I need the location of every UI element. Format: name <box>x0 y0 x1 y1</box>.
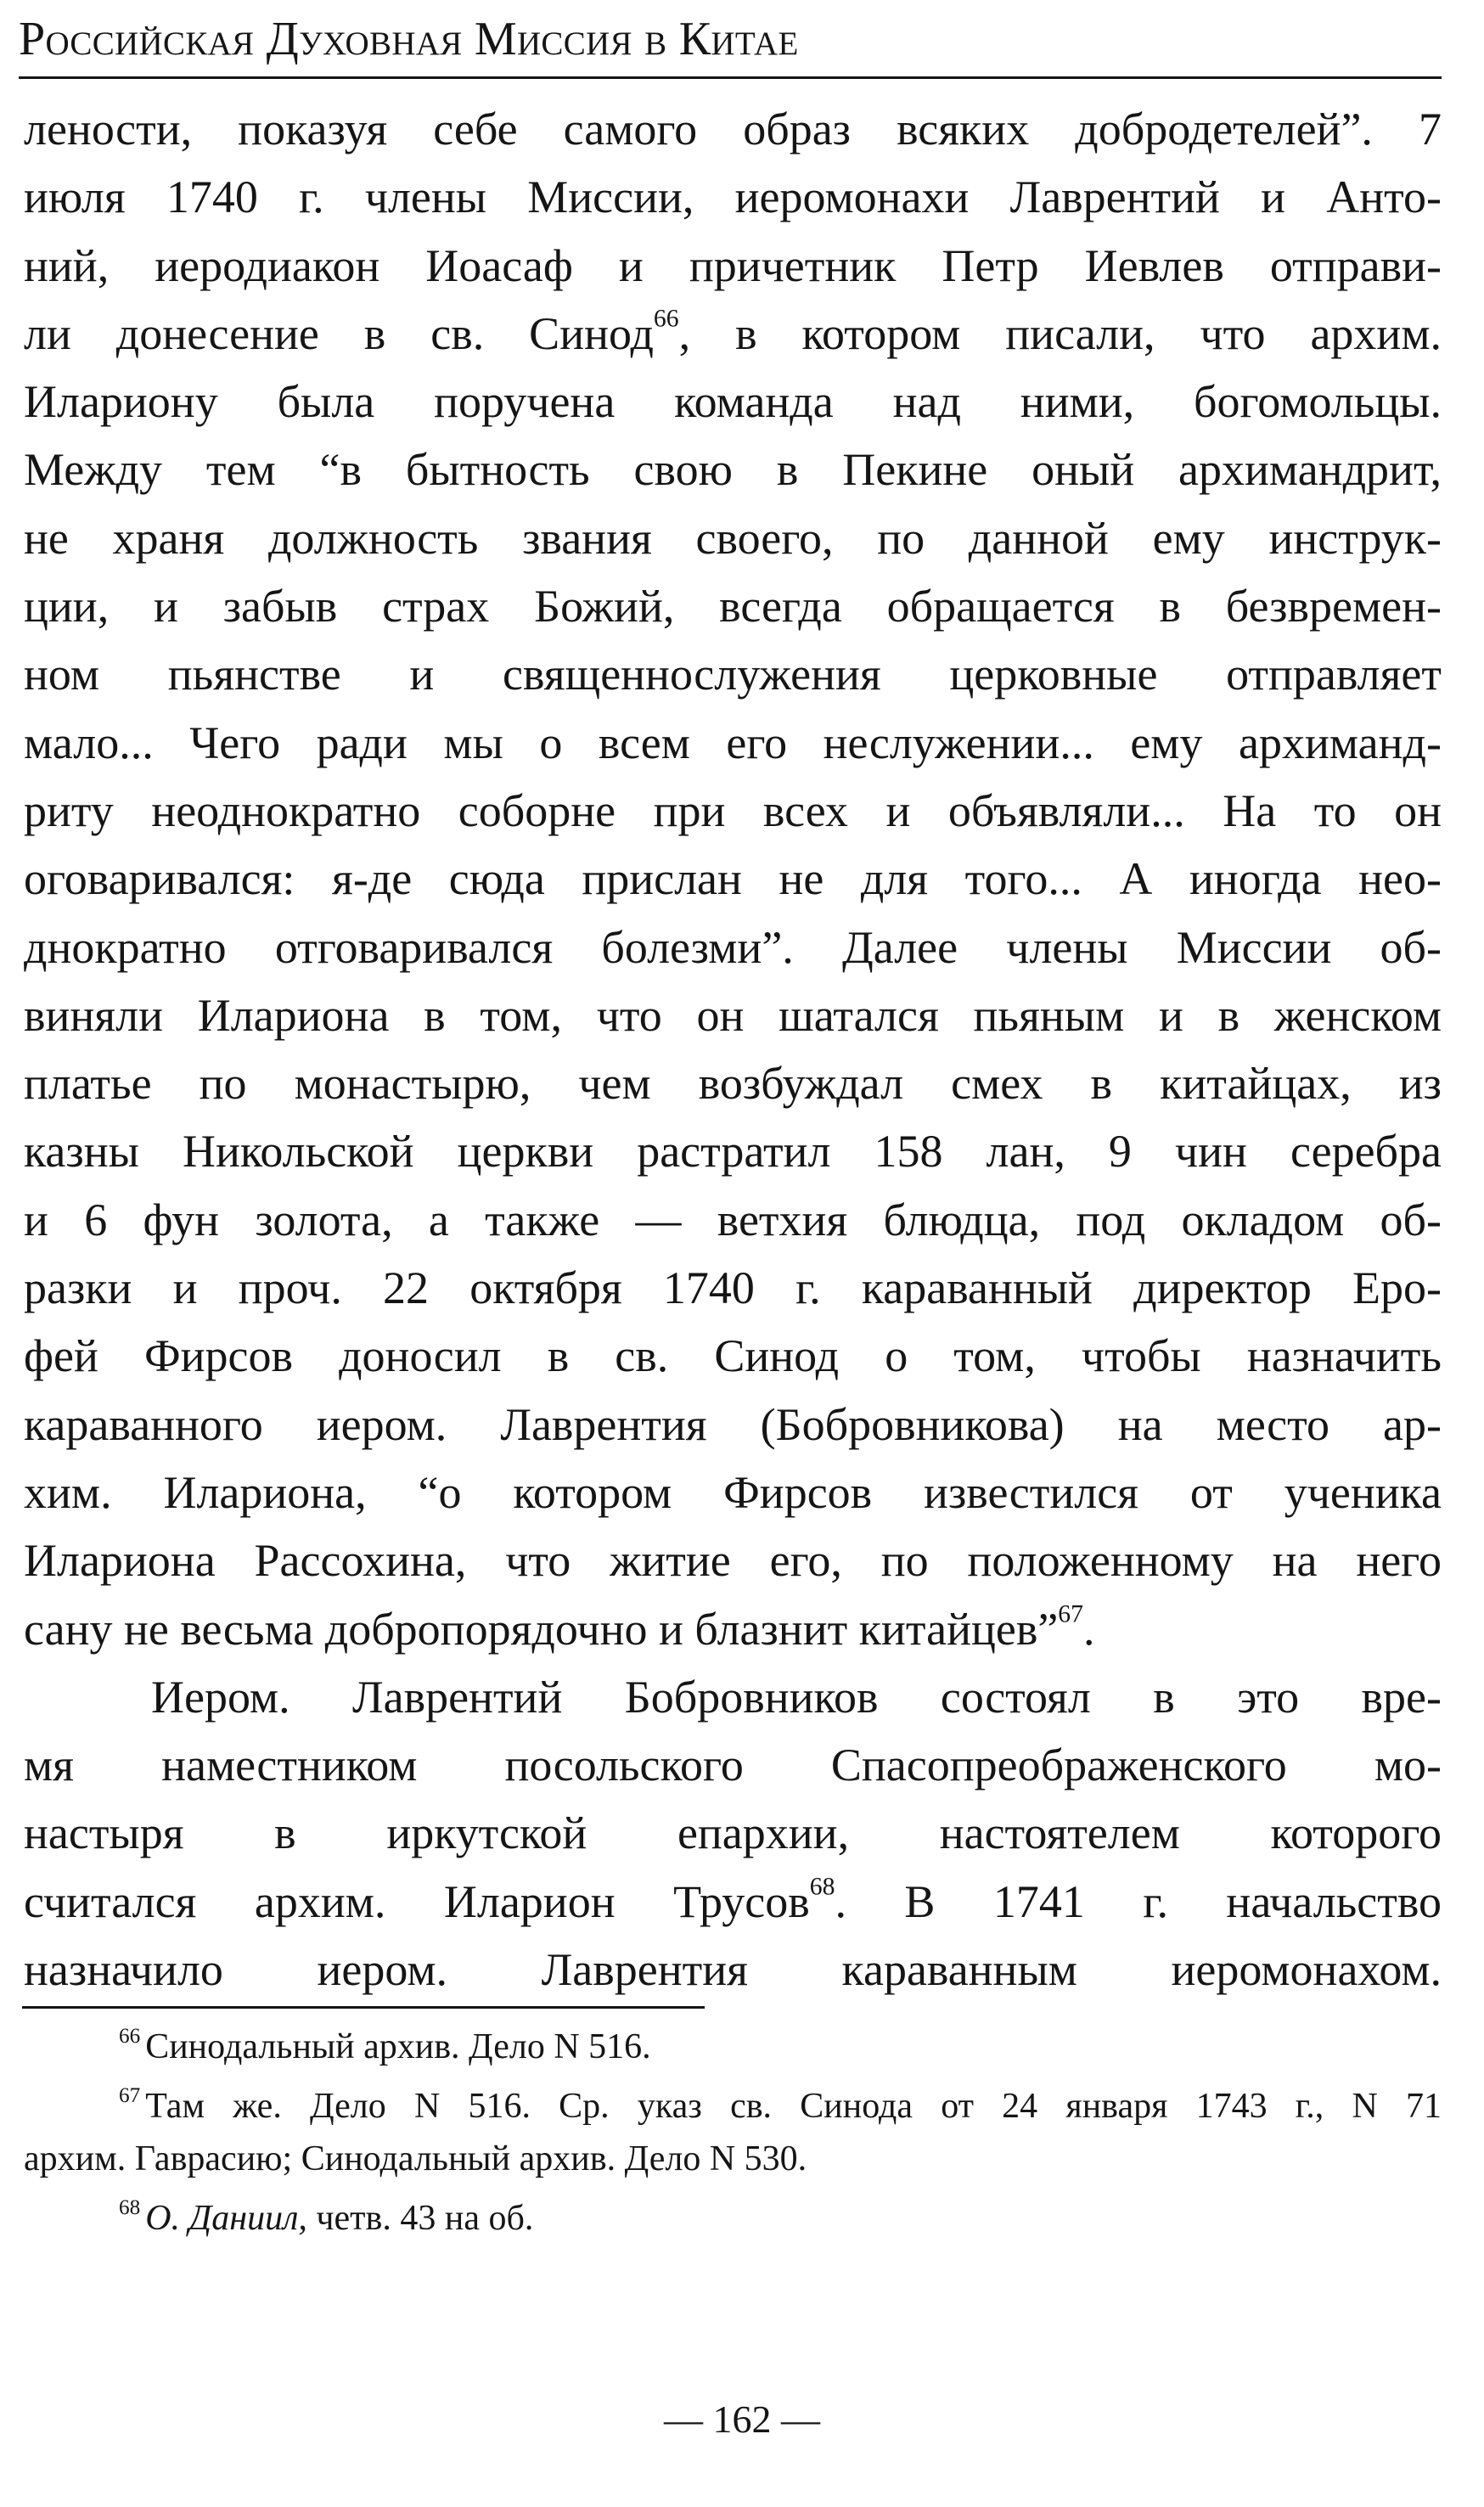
footnote-67-continued: архим. Гаврасию; Синодальный архив. Дело N 530. <box>24 2139 807 2178</box>
text-line-part: . <box>1082 1603 1095 1655</box>
text-line: Между тем “в бытность свою в Пекине оный архимандрит, <box>24 444 1442 496</box>
text-line: фей Фирсов доносил в св. Синод о том, чтобы назначить <box>24 1330 1442 1382</box>
footnote-68 <box>24 2192 1442 2245</box>
text-line: виняли Илариона в том, что он шатался пьяным и в женском <box>24 989 1442 1041</box>
text-line: мало... Чего ради мы о всем его неслужении... ему архиманд- <box>24 717 1442 768</box>
text-line-part: сану не весьма добропорядочно и блазнит китайцев” <box>24 1603 1059 1655</box>
footnote-number: 67 <box>119 2084 141 2108</box>
footnote-number: 66 <box>119 2025 141 2049</box>
footnote-ref-66: 66 <box>653 305 679 333</box>
text-line: оговаривался: я-де сюда прислан не для того... А иногда нео- <box>24 853 1442 905</box>
footnote-text: Синодальный архив. Дело N 516. <box>145 2027 651 2066</box>
footnote-text: четв. 43 на об. <box>306 2199 534 2238</box>
footnote-ref-67: 67 <box>1058 1599 1083 1627</box>
text-line: назначило иером. Лаврентия караванным иеромонахом. <box>24 1944 1442 1996</box>
header-rule <box>19 76 1442 79</box>
text-line: риту неоднократно соборне при всех и объявляли... На то он <box>24 784 1442 836</box>
text-line: ний, иеродиакон Иоасаф и причетник Петр Иевлев отправи- <box>24 239 1442 291</box>
text-line: ном пьянстве и священнослужения церковные отправляет <box>24 649 1442 700</box>
text-line: ции, и забыв страх Божий, всегда обращается в безвремен- <box>24 581 1442 632</box>
running-head: Российская Духовная Миссия в Китае <box>19 13 799 65</box>
footnotes <box>24 2021 1442 2245</box>
text-line: днократно отговаривался болезми”. Далее члены Миссии об- <box>24 921 1442 973</box>
text-line: платье по монастырю, чем возбуждал смех в китайцах, из <box>24 1058 1442 1110</box>
text-line-part: . В 1741 г. начальство <box>835 1875 1442 1927</box>
text-line <box>24 1868 1442 1936</box>
text-line: не храня должность звания своего, по данной ему инструк- <box>24 512 1442 564</box>
text-line: июля 1740 г. члены Миссии, иеромонахи Лаврентий и Анто- <box>24 171 1442 223</box>
text-line: лености, показуя себе самого образ всяких добродетелей”. 7 <box>24 104 1442 155</box>
text-line: разки и проч. 22 октября 1740 г. караванный директор Еро- <box>24 1262 1442 1314</box>
text-line <box>24 300 1442 368</box>
text-line: мя наместником посольского Спасопреображенского мо- <box>24 1740 1442 1791</box>
text-line: и 6 фун золота, а также — ветхия блюдца, под окладом об- <box>24 1194 1442 1245</box>
footnote-text: Там же. Дело N 516. Ср. указ св. Синода от 24 января 1743 г., N 71 <box>145 2087 1442 2126</box>
footnote-ref-68: 68 <box>809 1873 835 1900</box>
text-line: казны Никольской церкви растратил 158 лан, 9 чин серебра <box>24 1126 1442 1178</box>
text-line-part: ли донесение в св. Синод <box>24 307 654 359</box>
main-text <box>24 95 1442 2004</box>
text-line: хим. Илариона, “о котором Фирсов известился от ученика <box>24 1466 1442 1518</box>
footnote-number: 68 <box>119 2196 141 2220</box>
footnote-rule <box>22 2006 705 2009</box>
footnote-66 <box>24 2021 1442 2073</box>
text-line <box>24 1595 1442 1663</box>
text-line-part: , в котором писали, что архим. <box>678 307 1442 359</box>
text-line: Илариону была поручена команда над ними, богомольцы. <box>24 376 1442 428</box>
text-line-part: считался архим. Иларион Трусов <box>24 1875 810 1927</box>
text-line: караванного иером. Лаврентия (Бобровникова) на место ар- <box>24 1398 1442 1450</box>
text-line: настыря в иркутской епархии, настоятелем которого <box>24 1807 1442 1859</box>
text-line: Иером. Лаврентий Бобровников состоял в это вре- <box>151 1671 1442 1723</box>
page-number: — 162 — <box>664 2397 820 2441</box>
footnote-author: О. Даниил, <box>145 2199 307 2238</box>
footnote-67 <box>24 2080 1442 2133</box>
text-line: Илариона Рассохина, что житие его, по положенному на него <box>24 1535 1442 1587</box>
